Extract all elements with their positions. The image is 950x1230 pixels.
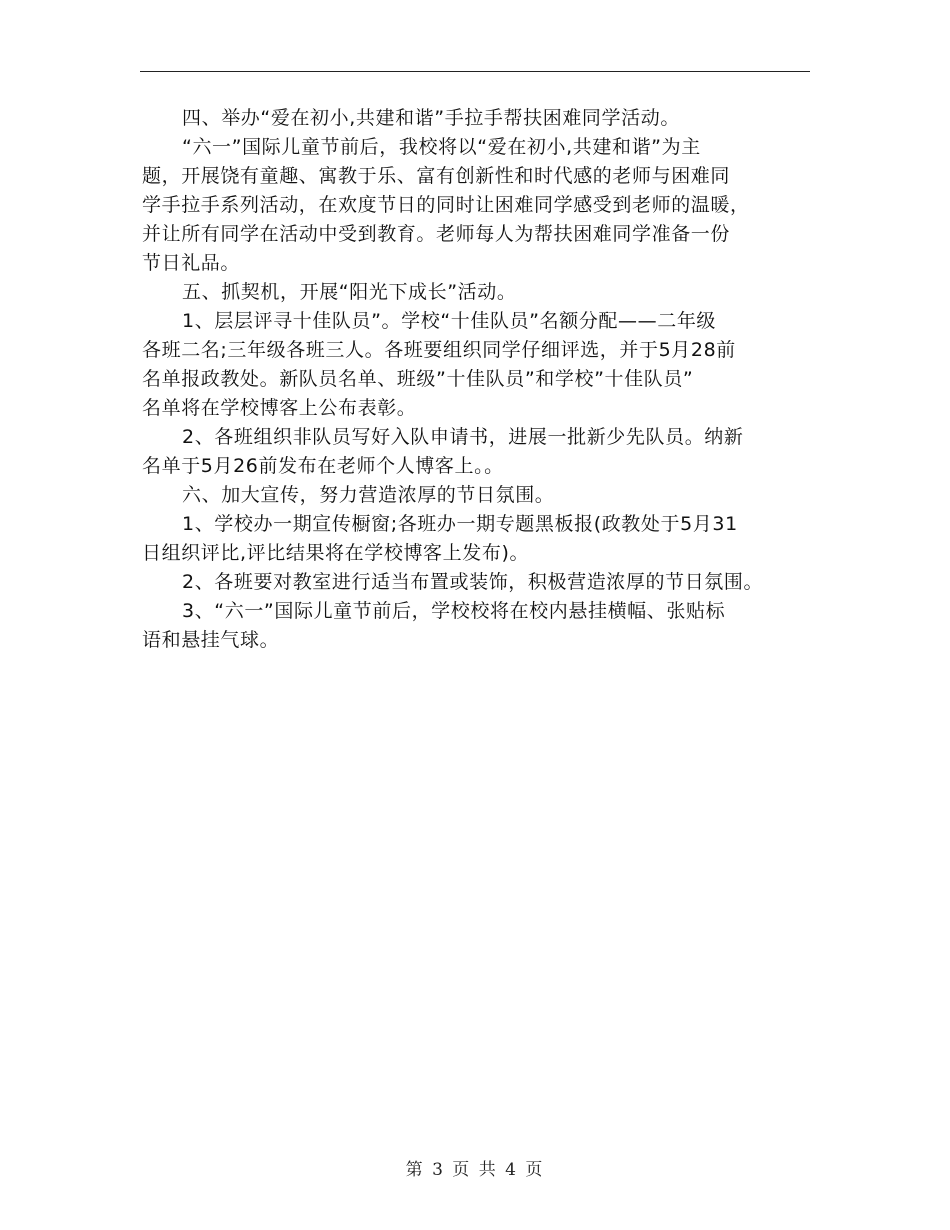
text-line: 1、层层评寻十佳队员”。学校“十佳队员”名额分配——二年级 <box>182 310 717 332</box>
text-line: 并让所有同学在活动中受到教育。老师每人为帮扶困难同学准备一份 <box>142 223 731 245</box>
text-line: “六一”国际儿童节前后，我校将以“爱在初小,共建和谐”为主 <box>182 136 701 158</box>
header-rule <box>140 71 810 72</box>
text-line: 节日礼品。 <box>142 252 241 274</box>
text-line: 名单报政教处。新队员名单、班级”十佳队员”和学校”十佳队员” <box>142 368 694 390</box>
text-line: 1、学校办一期宣传橱窗;各班办一期专题黑板报(政教处于5月31 <box>182 513 738 535</box>
text-line: 语和悬挂气球。 <box>142 629 280 651</box>
page-number-footer: 第 3 页 共 4 页 <box>405 1160 545 1180</box>
text-line: 题，开展饶有童趣、寓教于乐、富有创新性和时代感的老师与困难同 <box>142 165 731 187</box>
text-line: 日组织评比,评比结果将在学校博客上发布)。 <box>142 542 530 564</box>
text-line: 四、举办“爱在初小,共建和谐”手拉手帮扶困难同学活动。 <box>182 107 680 129</box>
text-line: 3、“六一”国际儿童节前后，学校校将在校内悬挂横幅、张贴标 <box>182 600 726 622</box>
document-body <box>142 104 810 655</box>
text-line: 2、各班组织非队员写好入队申请书，进展一批新少先队员。纳新 <box>182 426 744 448</box>
text-line: 2、各班要对教室进行适当布置或装饰，积极营造浓厚的节日氛围。 <box>182 571 764 593</box>
text-line: 六、加大宣传，努力营造浓厚的节日氛围。 <box>182 484 555 506</box>
text-line: 各班二名;三年级各班三人。各班要组织同学仔细评选，并于5月28前 <box>142 339 736 361</box>
text-line: 名单将在学校博客上公布表彰。 <box>142 397 417 419</box>
text-line: 学手拉手系列活动，在欢度节日的同时让困难同学感受到老师的温暖， <box>142 194 750 216</box>
text-line: 五、抓契机，开展“阳光下成长”活动。 <box>182 281 517 303</box>
text-line: 名单于5月26前发布在老师个人博客上。。 <box>142 455 504 477</box>
